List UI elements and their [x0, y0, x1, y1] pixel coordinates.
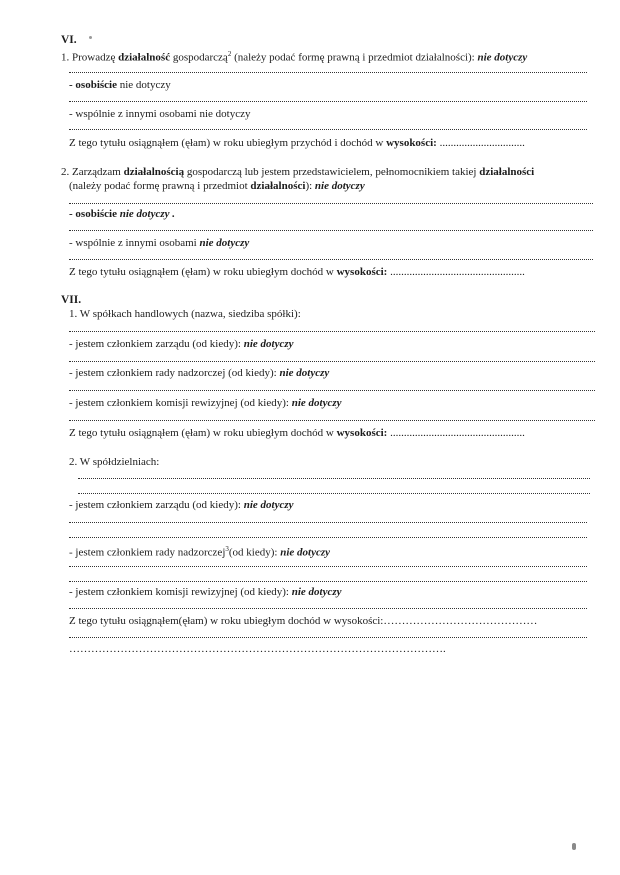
not-applicable-text: nie dotyczy — [119, 79, 171, 91]
section-vii-heading: VII. — [61, 294, 82, 306]
not-applicable-text: nie dotyczy — [280, 546, 330, 559]
rada-label: - jestem członkiem rady nadzorczej — [69, 546, 226, 559]
fill-line — [69, 420, 595, 421]
komisja-line — [69, 586, 342, 599]
dash: - — [69, 208, 73, 220]
not-applicable-text: nie dotyczy — [477, 51, 528, 64]
osobiscie-label: osobiście — [75, 79, 117, 91]
zarzad-line — [69, 499, 294, 512]
item-number: 2. — [61, 166, 70, 178]
komisja-label: - jestem członkiem komisji rewizyjnej (od kiedy): — [69, 586, 289, 598]
text-middle: gospodarczą lub jestem przedstawicielem, pełnomocnikiem takiej — [186, 166, 477, 178]
income-dots: ............................... — [439, 137, 525, 149]
osobiscie-line — [69, 208, 175, 221]
fill-line — [69, 331, 595, 332]
wspolnie-line: - wspólnie z innymi osobami nie dotyczy — [69, 108, 251, 120]
fill-line — [69, 361, 595, 362]
fill-line — [78, 478, 590, 479]
final-dots-line: …………………………………………………………………………………………. — [69, 643, 446, 655]
osobiscie-line — [69, 79, 171, 92]
scan-mark-bottom — [572, 843, 576, 850]
fill-line — [69, 259, 593, 260]
not-applicable-text: nie dotyczy — [243, 499, 294, 511]
fill-line — [69, 72, 587, 73]
zarzad-line — [69, 338, 294, 351]
income-line — [69, 427, 525, 440]
text-dzialalnosc: działalność — [118, 51, 171, 64]
section-vi-item1-text — [61, 48, 527, 65]
footnote-ref: 3 — [225, 545, 229, 553]
income-label: Z tego tytułu osiągnąłem (ęłam) w roku ubiegłym dochód w — [69, 427, 334, 439]
income-dots: ................................................. — [390, 427, 525, 439]
fill-line — [78, 493, 590, 494]
zarzad-label: - jestem członkiem zarządu (od kiedy): — [69, 499, 241, 511]
spoldzielnie-title: 2. W spółdzielniach: — [69, 456, 160, 468]
not-applicable-text: nie dotyczy — [199, 237, 250, 249]
section-vi-item2-line1 — [61, 166, 534, 179]
fill-line — [69, 537, 587, 538]
rada-od-kiedy: (od kiedy): — [228, 546, 278, 559]
fill-line — [69, 129, 587, 130]
not-applicable-text: nie dotyczy . — [119, 208, 176, 220]
text-dzialalnosci: działalności — [250, 180, 306, 192]
income-label: Z tego tytułu osiągnąłem (ęłam) w roku ubiegłym dochód w — [69, 266, 334, 278]
income-line — [69, 615, 537, 628]
fill-line — [69, 203, 593, 204]
fill-line — [69, 566, 587, 567]
spolki-title: 1. W spółkach handlowych (nazwa, siedziba spółki): — [69, 308, 301, 320]
rada-line — [69, 367, 329, 380]
fill-line — [69, 608, 587, 609]
not-applicable-text: nie dotyczy — [314, 180, 365, 192]
scan-mark-top — [89, 36, 92, 39]
wysokosci-label: wysokości: — [336, 266, 388, 278]
zarzad-label: - jestem członkiem zarządu (od kiedy): — [69, 338, 241, 350]
fill-line — [69, 390, 595, 391]
wysokosci-label: wysokości: — [386, 137, 437, 149]
komisja-line — [69, 397, 342, 410]
text-prowadze: Prowadzę — [72, 51, 116, 64]
item-number: 1. — [61, 51, 70, 64]
section-vi-item2-line2 — [69, 180, 365, 193]
income-label: Z tego tytułu osiągnąłem (ęłam) w roku ubiegłym przychód i dochód w — [69, 137, 384, 149]
dash: - — [69, 79, 73, 91]
income-dots: ................................................. — [390, 266, 525, 278]
income-dots: …………………………………… — [383, 615, 538, 627]
osobiscie-label: osobiście — [75, 208, 117, 220]
fill-line — [69, 522, 587, 523]
komisja-label: - jestem członkiem komisji rewizyjnej (od kiedy): — [69, 397, 289, 409]
not-applicable-text: nie dotyczy — [243, 338, 294, 350]
not-applicable-text: nie dotyczy — [279, 367, 330, 379]
not-applicable-text: nie dotyczy — [291, 397, 342, 409]
text-dzialalnoscia: działalnością — [123, 166, 185, 178]
footnote-ref: 2 — [227, 50, 232, 58]
section-vi-heading: VI. — [61, 34, 77, 46]
fill-line — [69, 101, 587, 102]
income-line — [69, 137, 525, 150]
fill-line — [69, 637, 587, 638]
rada-label: - jestem członkiem rady nadzorczej (od kiedy): — [69, 367, 277, 379]
text-instruction: (należy podać formę prawną i przedmiot — [69, 180, 248, 192]
fill-line — [69, 581, 587, 582]
income-line — [69, 266, 525, 279]
wysokosci-label: wysokości: — [336, 427, 388, 439]
not-applicable-text: nie dotyczy — [291, 586, 342, 598]
text-gospodarcza: gospodarczą — [172, 51, 228, 64]
text-zarzadzam: Zarządzam — [72, 166, 121, 178]
wspolnie-label: - wspólnie z innymi osobami — [69, 237, 197, 249]
wspolnie-line — [69, 237, 249, 250]
text-close: ): — [305, 180, 313, 192]
fill-line — [69, 230, 593, 231]
text-instruction: (należy podać formę prawną i przedmiot działalności): — [234, 51, 475, 64]
text-dzialalnosci: działalności — [479, 166, 535, 178]
income-label: Z tego tytułu osiągnąłem(ęłam) w roku ubiegłym dochód w wysokości: — [69, 615, 384, 627]
rada-line — [69, 543, 330, 560]
